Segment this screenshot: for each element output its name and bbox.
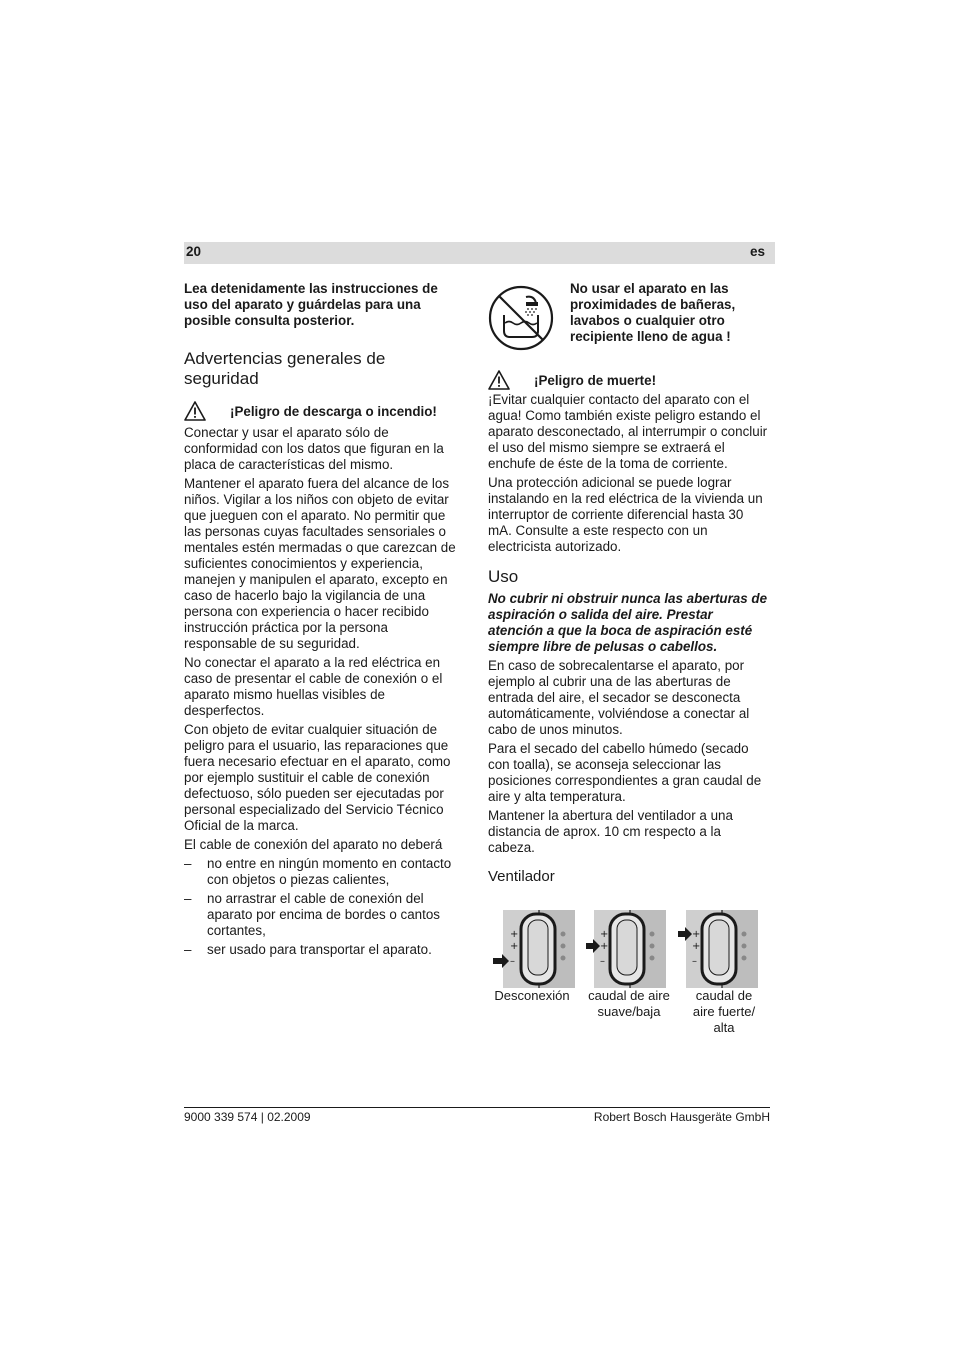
warning-triangle-icon <box>488 370 510 390</box>
list-item: – no entre en ningún momento en contacto con objetos o piezas calientes, <box>184 856 462 888</box>
warning-row-death <box>488 370 770 392</box>
language-code: es <box>749 244 765 259</box>
svg-text:–: – <box>510 956 515 967</box>
caption-high: caudal de aire fuerte/ alta <box>692 988 756 1035</box>
header-bar <box>184 242 775 264</box>
svg-text:+: + <box>692 941 701 952</box>
footer-company: Robert Bosch Hausgeräte GmbH <box>593 1110 770 1124</box>
svg-text:+: + <box>510 941 519 952</box>
warning-triangle-icon <box>184 401 206 421</box>
svg-text:+: + <box>600 929 609 940</box>
warning-death-text: ¡Peligro de muerte! <box>534 373 657 388</box>
warning-row-fire <box>184 401 462 425</box>
svg-text:+: + <box>600 941 609 952</box>
caption-off: Desconexión <box>494 988 570 1003</box>
caption-low: caudal de aire suave/baja <box>588 988 670 1019</box>
paragraph: Conectar y usar el aparato sólo de conformidad con los datos que figuran en la placa de características del mismo. <box>184 425 444 472</box>
paragraph: No conectar el aparato a la red eléctrica en caso de presentar el cable de conexión o el aparato mismo huellas visibles de desperfectos. <box>184 655 443 718</box>
cable-list <box>184 856 462 958</box>
water-warning-text: No usar el aparato en las proximidades de bañeras, lavabos o cualquier otro recipiente lleno de agua ! <box>570 281 736 344</box>
switch-off-figure <box>493 910 575 988</box>
switch-high-figure <box>678 910 760 988</box>
svg-text:–: – <box>600 956 605 967</box>
paragraph: Una protección adicional se puede lograr instalando en la red eléctrica de la vivienda un interruptor de corriente diferencial hasta 30 mA. Consulte a este respecto con un electricista autorizado. <box>488 475 763 554</box>
switch-low-figure <box>586 910 668 988</box>
ventilador-title: Ventilador <box>488 868 555 885</box>
list-item: – no arrastrar el cable de conexión del aparato por encima de bordes o cantos cortantes, <box>184 891 462 939</box>
intro-text: Lea detenidamente las instrucciones de uso del aparato y guárdelas para una posible consulta posterior. <box>184 281 438 328</box>
footer-doc-number: 9000 339 574 | 02.2009 <box>184 1110 311 1124</box>
svg-text:–: – <box>692 956 697 967</box>
paragraph: Mantener el aparato fuera del alcance de los niños. Vigilar a los niños con objeto de evitar que jueguen con el aparato. No permitir que las personas cuyas facultades sensoriales o mentales estén mermadas o que carezcan de suficientes conocimientos y experiencia, manejen y manipulen el aparato, excepto en caso de hacerlo bajo la vigilancia de una persona con experiencia o hacer recibido instrucción práctica por la persona responsable de su seguridad. <box>184 476 456 651</box>
paragraph: En caso de sobrecalentarse el aparato, por ejemplo al cubrir una de las aberturas de entrada del aire, el secador se desconecta automáticamente, volviéndose a conectar al cabo de unos minutos. <box>488 658 750 737</box>
list-item: – ser usado para transportar el aparato. <box>184 942 462 958</box>
paragraph: ¡Evitar cualquier contacto del aparato con el agua! Como también existe peligro estando el aparato desconectado, al interrumpir o concluir el uso del mismo siempre se extraerá el enchufe de éste de la toma de corriente. <box>488 392 768 471</box>
footer-divider <box>184 1107 770 1108</box>
paragraph: Mantener la abertura del ventilador a una distancia de aprox. 10 cm respecto a la cabeza. <box>488 808 733 855</box>
svg-text:+: + <box>692 929 701 940</box>
paragraph: El cable de conexión del aparato no deberá <box>184 837 443 852</box>
warning-fire-text: ¡Peligro de descarga o incendio! <box>230 404 437 419</box>
no-water-icon <box>488 285 554 351</box>
safety-title: Advertencias generales de seguridad <box>184 349 386 388</box>
svg-text:+: + <box>510 929 519 940</box>
paragraph: Para el secado del cabello húmedo (secado con toalla), se aconseja seleccionar las posiciones correspondientes a gran caudal de aire y alta temperatura. <box>488 741 762 804</box>
paragraph: Con objeto de evitar cualquier situación de peligro para el usuario, las reparaciones que fuera necesario efectuar en el aparato, como por ejemplo sustituir el cable de conexión defectuoso, sólo pueden ser ejecutadas por personal especializado del Servicio Técnico Oficial de la marca. <box>184 722 451 833</box>
uso-title: Uso <box>488 567 519 586</box>
page-number: 20 <box>186 244 202 259</box>
left-column <box>184 281 462 961</box>
uso-warning-text: No cubrir ni obstruir nunca las aberturas de aspiración o salida del aire. Prestar atención a que la boca de aspiración esté siempre libre de pelusas o cabellos. <box>488 591 768 654</box>
right-column <box>488 370 770 886</box>
